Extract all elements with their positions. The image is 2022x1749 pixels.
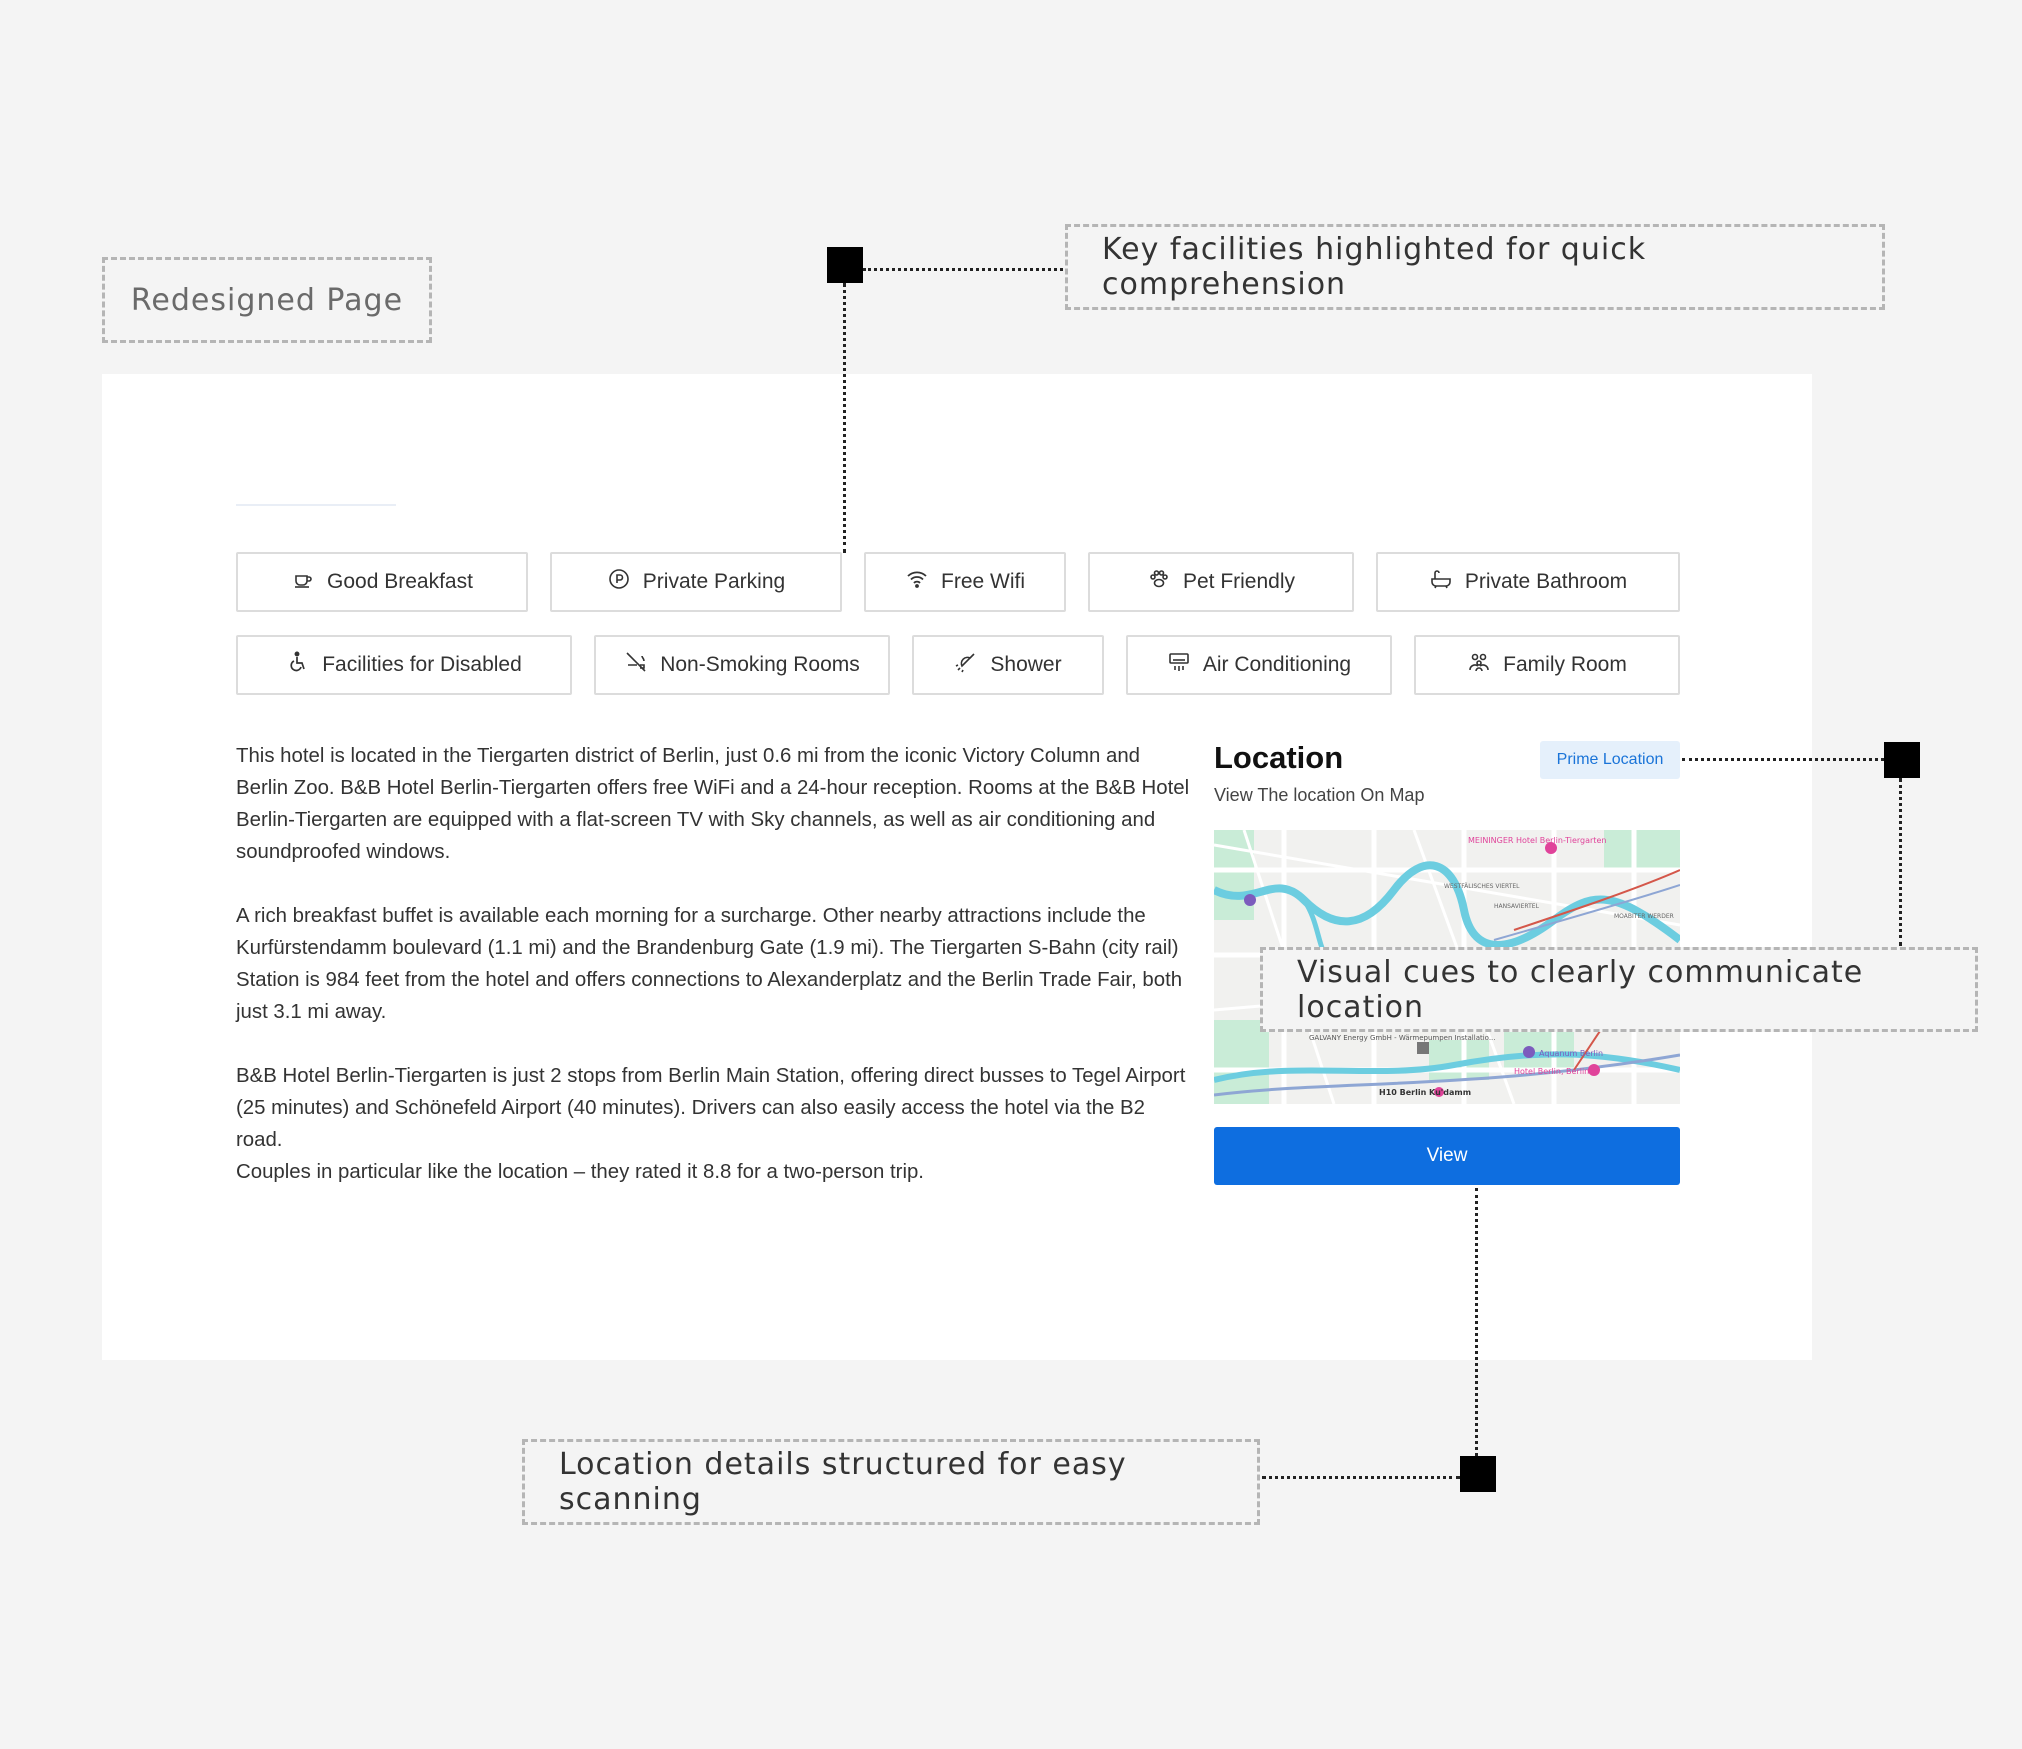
facility-non-smoking[interactable] <box>594 635 890 695</box>
connector-line <box>1682 758 1884 761</box>
description-paragraph: This hotel is located in the Tiergarten district of Berlin, just 0.6 mi from the iconic Victory Column and Berlin Zoo. B&B Hotel Berlin-Tiergarten offers free WiFi and a 24-hour reception. Rooms at the B&B Hotel Berlin-Tiergarten are equipped with a flat-screen TV with Sky channels, as well as air conditioning and soundproofed windows. <box>236 745 1190 863</box>
facility-disabled[interactable] <box>236 635 572 695</box>
map-label-meininger: MEININGER Hotel Berlin-Tiergarten <box>1468 836 1607 845</box>
no-smoking-icon <box>624 650 648 680</box>
connector-line <box>843 283 846 553</box>
shower-icon <box>954 650 978 680</box>
facility-shower[interactable] <box>912 635 1104 695</box>
facility-private-bathroom[interactable] <box>1376 552 1680 612</box>
hotel-description <box>236 740 1196 1188</box>
bathtub-icon <box>1429 567 1453 597</box>
map-label-hotel-berlin: Hotel Berlin, Berlin <box>1514 1067 1590 1076</box>
facility-pet-friendly[interactable] <box>1088 552 1354 612</box>
connector-line <box>1475 1188 1478 1456</box>
facility-good-breakfast[interactable] <box>236 552 528 612</box>
prime-location-badge: Prime Location <box>1540 741 1680 779</box>
description-paragraph: B&B Hotel Berlin-Tiergarten is just 2 stops from Berlin Main Station, offering direct busses to Tegel Airport (25 minutes) and Schönefeld Airport (40 minutes). Drivers can also easily access the hotel via the B2 road. <box>236 1065 1186 1151</box>
facility-label: Shower <box>990 653 1062 676</box>
redesigned-page-label-text: Redesigned Page <box>130 282 404 318</box>
view-map-button[interactable]: View <box>1214 1127 1680 1185</box>
callout-location-details <box>522 1439 1260 1525</box>
facility-label: Non-Smoking Rooms <box>660 653 860 676</box>
facility-private-parking[interactable] <box>550 552 842 612</box>
parking-icon <box>607 567 631 597</box>
callout-visual-cues <box>1260 947 1978 1032</box>
connector-line <box>1899 778 1902 946</box>
callout-facilities-text: Key facilities highlighted for quick comprehension <box>1102 232 1647 302</box>
wifi-icon <box>905 567 929 597</box>
facility-label: Facilities for Disabled <box>322 653 522 676</box>
callout-facilities <box>1065 224 1885 310</box>
facility-label: Private Parking <box>642 570 786 593</box>
marker-location-details <box>1460 1456 1496 1492</box>
air-conditioner-icon <box>1167 650 1191 680</box>
map-label-h10: H10 Berlin Ku'damm <box>1379 1088 1472 1097</box>
connector-line <box>1262 1476 1460 1479</box>
tab-underline <box>236 504 396 506</box>
wheelchair-icon <box>286 650 310 680</box>
facility-label: Pet Friendly <box>1182 570 1296 593</box>
facility-free-wifi[interactable] <box>864 552 1066 612</box>
map-label-hansaviertel: HANSAVIERTEL <box>1494 903 1539 910</box>
family-icon <box>1467 650 1491 680</box>
redesigned-page-label <box>102 257 432 343</box>
map-label-galvany: GALVANY Energy GmbH - Wärmepumpen Installatio... <box>1309 1034 1496 1042</box>
marker-prime-location <box>1884 742 1920 778</box>
map-label-moabiter: MOABITER WERDER <box>1614 913 1674 920</box>
facility-label: Free Wifi <box>941 570 1025 593</box>
callout-location-details-text: Location details structured for easy scanning <box>559 1447 1127 1517</box>
facility-label: Private Bathroom <box>1464 570 1628 593</box>
map-label-aquanum: Aquanum Berlin <box>1539 1049 1604 1058</box>
description-paragraph: Couples in particular like the location – they rated it 8.8 for a two-person trip. <box>236 1161 924 1183</box>
facility-label: Good Breakfast <box>327 570 473 593</box>
map-label-westfalisches: WESTFÄLISCHES VIERTEL <box>1444 883 1520 890</box>
callout-visual-cues-text: Visual cues to clearly communicate location <box>1297 954 1864 1025</box>
facility-air-conditioning[interactable] <box>1126 635 1392 695</box>
marker-facilities <box>827 247 863 283</box>
facility-label: Family Room <box>1503 653 1627 676</box>
connector-line <box>863 268 1063 271</box>
facility-label: Air Conditioning <box>1202 653 1352 676</box>
coffee-cup-icon <box>291 567 315 597</box>
location-subtitle: View The location On Map <box>1214 785 1425 805</box>
paw-icon <box>1147 567 1171 597</box>
facility-family-room[interactable] <box>1414 635 1680 695</box>
description-paragraph: A rich breakfast buffet is available each morning for a surcharge. Other nearby attractions include the Kurfürstendamm boulevard (1.1 mi) and the Brandenburg Gate (1.9 mi). The Tiergarten S-Bahn (city rail) Station is 984 feet from the hotel and offers connections to Alexanderplatz and the Berlin Trade Fair, both just 3.1 mi away. <box>236 905 1183 1023</box>
location-title: Location <box>1214 740 1344 775</box>
